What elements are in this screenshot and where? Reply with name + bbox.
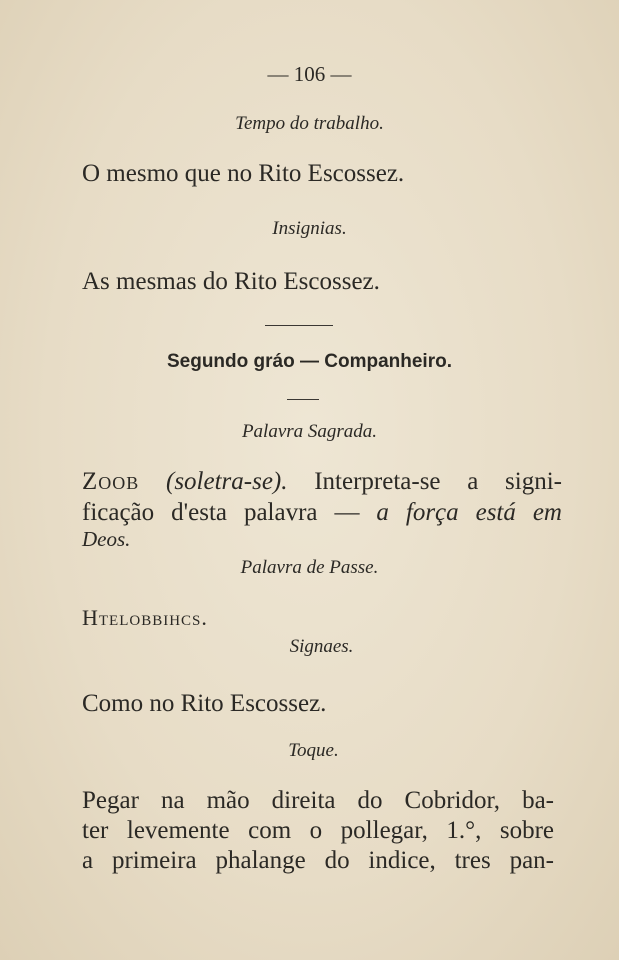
line-as-mesmas: As mesmas do Rito Escossez.: [82, 268, 380, 295]
zoob-rest: Interpreta-se a signi-: [287, 468, 562, 495]
heading-toque: Toque.: [288, 740, 339, 761]
section-rule-short: [287, 399, 319, 400]
para-line-3: a primeira phalange do indice, tres pan-: [82, 847, 554, 874]
ficacao-italic: a força está em: [376, 499, 562, 526]
para-line-2: ter levemente com o pollegar, 1.°, sobre: [82, 817, 554, 844]
heading-tempo-do-trabalho: Tempo do trabalho.: [235, 113, 384, 134]
line-o-mesmo: O mesmo que no Rito Escossez.: [82, 160, 405, 187]
soletra-note: (soletra-se).: [166, 468, 288, 495]
heading-palavra-de-passe: Palavra de Passe.: [240, 557, 379, 578]
ficacao-text: ficação d'esta palavra —: [82, 499, 377, 526]
line-como-no-rito: Como no Rito Escossez.: [82, 690, 327, 717]
heading-palavra-sagrada: Palavra Sagrada.: [241, 421, 378, 442]
passe-word: Htelobbihcs.: [82, 605, 208, 630]
section-title: Segundo gráo — Companheiro.: [166, 351, 452, 372]
section-rule-top: [265, 325, 333, 326]
heading-signaes: Signaes.: [289, 636, 354, 657]
line-zoob: [82, 468, 562, 496]
line-ficacao: [82, 499, 562, 527]
page-number: — 106 —: [267, 62, 352, 86]
heading-insignias: Insignias.: [272, 218, 347, 239]
line-deos: Deos.: [82, 527, 131, 551]
sacred-word: Zoob: [82, 468, 140, 495]
para-line-1: Pegar na mão direita do Cobridor, ba-: [82, 787, 554, 814]
